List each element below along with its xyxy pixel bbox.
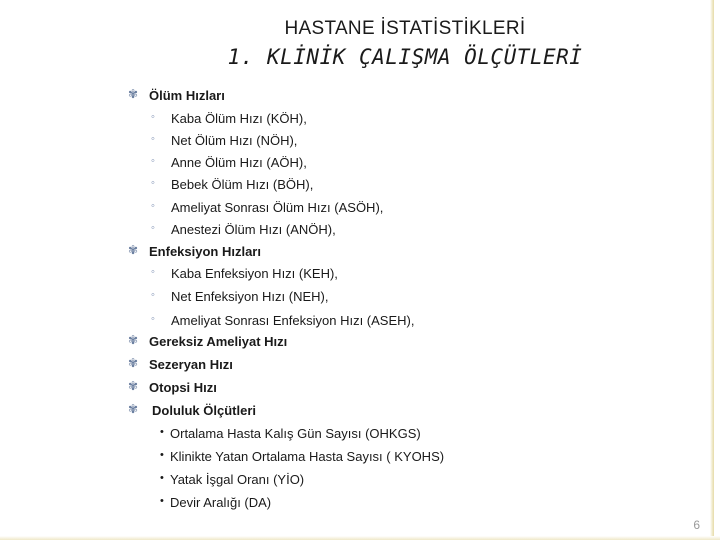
circle-bullet-icon: ◦ [151, 200, 155, 212]
circle-bullet-icon: ◦ [151, 313, 155, 325]
slide-title: HASTANE İSTATİSTİKLERİ [284, 18, 526, 39]
circle-bullet-icon: ◦ [151, 177, 155, 189]
dot-bullet-icon: • [160, 495, 164, 507]
circle-bullet-icon: ◦ [151, 266, 155, 278]
dot-bullet-icon: • [160, 426, 164, 438]
section-label: Sezeryan Hızı [149, 357, 233, 372]
section-label: Doluluk Ölçütleri [152, 403, 257, 418]
slide-subtitle: 1. KLİNİK ÇALIŞMA ÖLÇÜTLERİ [227, 45, 583, 69]
slide-border-right [710, 0, 714, 540]
section-label: Ölüm Hızları [149, 88, 225, 103]
leaf-bullet-icon: ✾ [128, 356, 139, 370]
dot-bullet-icon: • [160, 472, 164, 484]
page-number: 6 [693, 518, 700, 532]
leaf-bullet-icon: ✾ [128, 243, 139, 257]
circle-bullet-icon: ◦ [151, 222, 155, 234]
section-label: Enfeksiyon Hızları [149, 244, 261, 259]
dot-bullet-icon: • [160, 449, 164, 461]
circle-bullet-icon: ◦ [151, 155, 155, 167]
leaf-bullet-icon: ✾ [128, 379, 139, 393]
section-label: Otopsi Hızı [149, 380, 217, 395]
leaf-bullet-icon: ✾ [128, 87, 139, 101]
slide-border-bottom [0, 536, 720, 540]
circle-bullet-icon: ◦ [151, 289, 155, 301]
leaf-bullet-icon: ✾ [128, 402, 139, 416]
leaf-bullet-icon: ✾ [128, 333, 139, 347]
section-label: Gereksiz Ameliyat Hızı [149, 334, 288, 349]
circle-bullet-icon: ◦ [151, 133, 155, 145]
circle-bullet-icon: ◦ [151, 111, 155, 123]
